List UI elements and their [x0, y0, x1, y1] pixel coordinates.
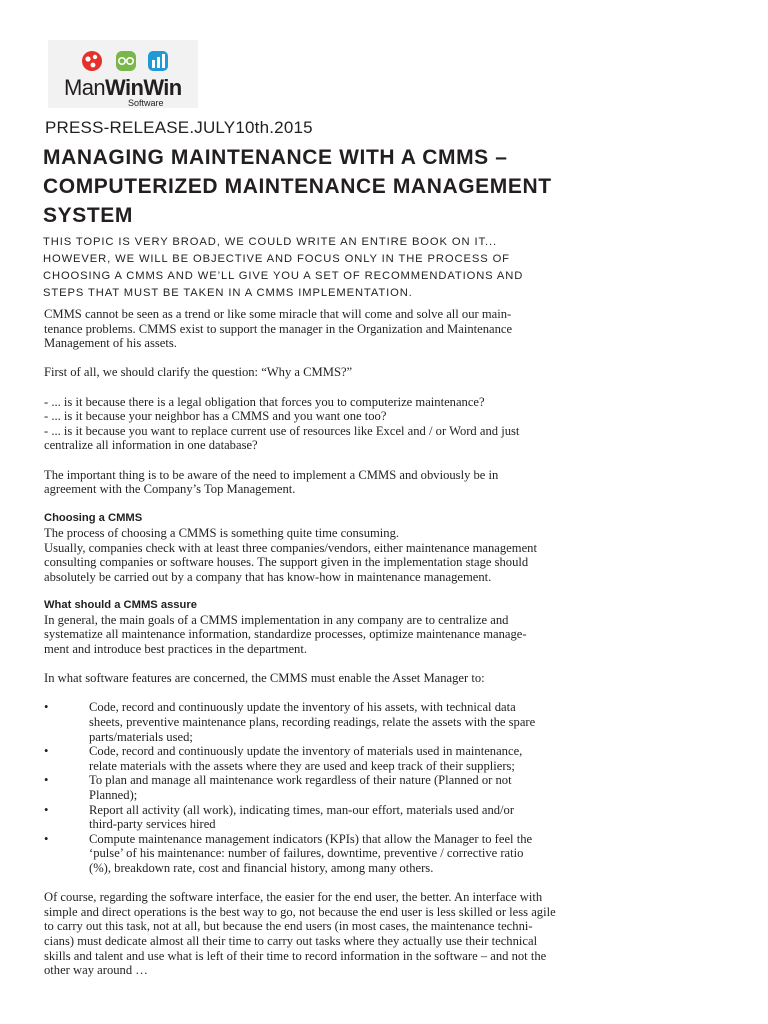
- text-line: Compute maintenance management indicators (KPIs) that allow the Manager to feel the: [89, 831, 533, 846]
- text-line: simple and direct operations is the best way to go, not because the end user is less skilled or less agile: [44, 904, 556, 919]
- lead-line: HOWEVER, WE WILL BE OBJECTIVE AND FOCUS ONLY IN THE PROCESS OF: [43, 253, 510, 265]
- list-item: [44, 700, 589, 744]
- logo-red-mark: [82, 51, 102, 71]
- text-line: agreement with the Company’s Top Management.: [44, 482, 296, 497]
- article-body: [44, 307, 589, 978]
- text-line: cians) must dedicate almost all their time to carry out tasks where they actually use their technical: [44, 933, 538, 948]
- logo-brand-bold: WinWin: [105, 75, 182, 100]
- list-item: [44, 773, 589, 802]
- text-line: Usually, companies check with at least three companies/vendors, either maintenance management: [44, 540, 537, 555]
- lead-line: THIS TOPIC IS VERY BROAD, WE COULD WRITE AN ENTIRE BOOK ON IT...: [43, 236, 497, 248]
- press-release-date: PRESS-RELEASE.JULY10th.2015: [45, 118, 313, 137]
- text-line: ‘pulse’ of his maintenance: number of failures, downtime, preventive / corrective ratio: [89, 846, 524, 861]
- paragraph-features: [44, 671, 589, 686]
- title-line: MANAGING MAINTENANCE WITH A CMMS –: [43, 146, 508, 169]
- text-line: absolutely be carried out by a company that has know-how in maintenance management.: [44, 569, 492, 584]
- text-line: skills and talent and use what is left of their time to record information in the software – and not the: [44, 948, 547, 963]
- paragraph-reasons: [44, 395, 589, 453]
- bullet-icon: •: [44, 773, 49, 788]
- text-line: Report all activity (all work), indicating times, man-our effort, materials used and/or: [89, 802, 515, 817]
- logo-brand-light: Man: [64, 75, 105, 100]
- text-line: ment and introduce best practices in the department.: [44, 642, 307, 657]
- logo-wordmark: [64, 75, 182, 101]
- text-line: To plan and manage all maintenance work regardless of their nature (Planned or not: [89, 773, 512, 788]
- list-item: [44, 803, 589, 832]
- paragraph-choosing: [44, 526, 589, 584]
- text-line: The process of choosing a CMMS is something quite time consuming.: [44, 525, 400, 540]
- text-line: First of all, we should clarify the question: “Why a CMMS?”: [44, 365, 353, 380]
- text-line: Of course, regarding the software interface, the easier for the end user, the better. An interface with: [44, 890, 543, 905]
- bullet-icon: •: [44, 802, 49, 817]
- lead-paragraph: [43, 234, 603, 302]
- text-line: (%), breakdown rate, cost and financial history, among many others.: [89, 860, 434, 875]
- text-line: relate materials with the assets where they are used and keep track of their suppliers;: [89, 758, 515, 773]
- bullet-icon: •: [44, 744, 49, 759]
- text-line: sheets, preventive maintenance plans, recording readings, relate the assets with the spare: [89, 715, 536, 730]
- text-line: - ... is it because you want to replace current use of resources like Excel and / or Word and just: [44, 423, 520, 438]
- heading-choosing: Choosing a CMMS: [44, 512, 143, 525]
- text-line: In general, the main goals of a CMMS implementation in any company are to centralize and: [44, 612, 509, 627]
- bullet-icon: •: [44, 700, 49, 715]
- logo-green-mark: [116, 51, 136, 71]
- company-logo: [48, 40, 198, 108]
- text-line: third-party services hired: [89, 817, 216, 832]
- text-line: - ... is it because your neighbor has a CMMS and you want one too?: [44, 409, 387, 424]
- text-line: Code, record and continuously update the inventory of his assets, with technical data: [89, 700, 516, 715]
- text-line: to carry out this task, not at all, but because the end users (in most cases, the maintenance techni-: [44, 919, 533, 934]
- paragraph-goals: [44, 613, 589, 657]
- list-item: [44, 832, 589, 876]
- text-line: The important thing is to be aware of the need to implement a CMMS and obviously be in: [44, 467, 499, 482]
- paragraph-important: [44, 468, 589, 497]
- text-line: - ... is it because there is a legal obligation that forces you to computerize maintenance?: [44, 394, 485, 409]
- title-line: COMPUTERIZED MAINTENANCE MANAGEMENT: [43, 175, 552, 198]
- text-line: In what software features are concerned, the CMMS must enable the Asset Manager to:: [44, 671, 485, 686]
- text-line: other way around …: [44, 963, 148, 978]
- paragraph-intro: [44, 307, 589, 351]
- text-line: systematize all maintenance information, standardize processes, optimize maintenance manage-: [44, 627, 527, 642]
- text-line: Code, record and continuously update the inventory of materials used in maintenance,: [89, 744, 523, 759]
- text-line: tenance problems. CMMS exist to support the manager in the Organization and Maintenance: [44, 321, 513, 336]
- text-line: parts/materials used;: [89, 729, 193, 744]
- logo-blue-mark: [148, 51, 168, 71]
- paragraph-interface: [44, 890, 589, 978]
- list-item: [44, 744, 589, 773]
- logo-subtitle: Software: [128, 98, 164, 108]
- bullet-icon: •: [44, 831, 49, 846]
- paragraph-question: [44, 365, 589, 380]
- lead-line: STEPS THAT MUST BE TAKEN IN A CMMS IMPLEMENTATION.: [43, 287, 413, 299]
- heading-assure: What should a CMMS assure: [44, 599, 197, 612]
- title-line: SYSTEM: [43, 204, 133, 227]
- lead-line: CHOOSING A CMMS AND WE’LL GIVE YOU A SET OF RECOMMENDATIONS AND: [43, 270, 524, 282]
- text-line: Planned);: [89, 788, 138, 802]
- logo-marks-icon: [78, 48, 178, 78]
- text-line: consulting companies or software houses. The support given in the implementation stage should: [44, 555, 529, 570]
- text-line: centralize all information in one database?: [44, 438, 258, 453]
- text-line: CMMS cannot be seen as a trend or like some miracle that will come and solve all our main-: [44, 307, 512, 321]
- feature-list: [44, 700, 589, 875]
- document-title: [43, 143, 643, 230]
- text-line: Management of his assets.: [44, 336, 177, 351]
